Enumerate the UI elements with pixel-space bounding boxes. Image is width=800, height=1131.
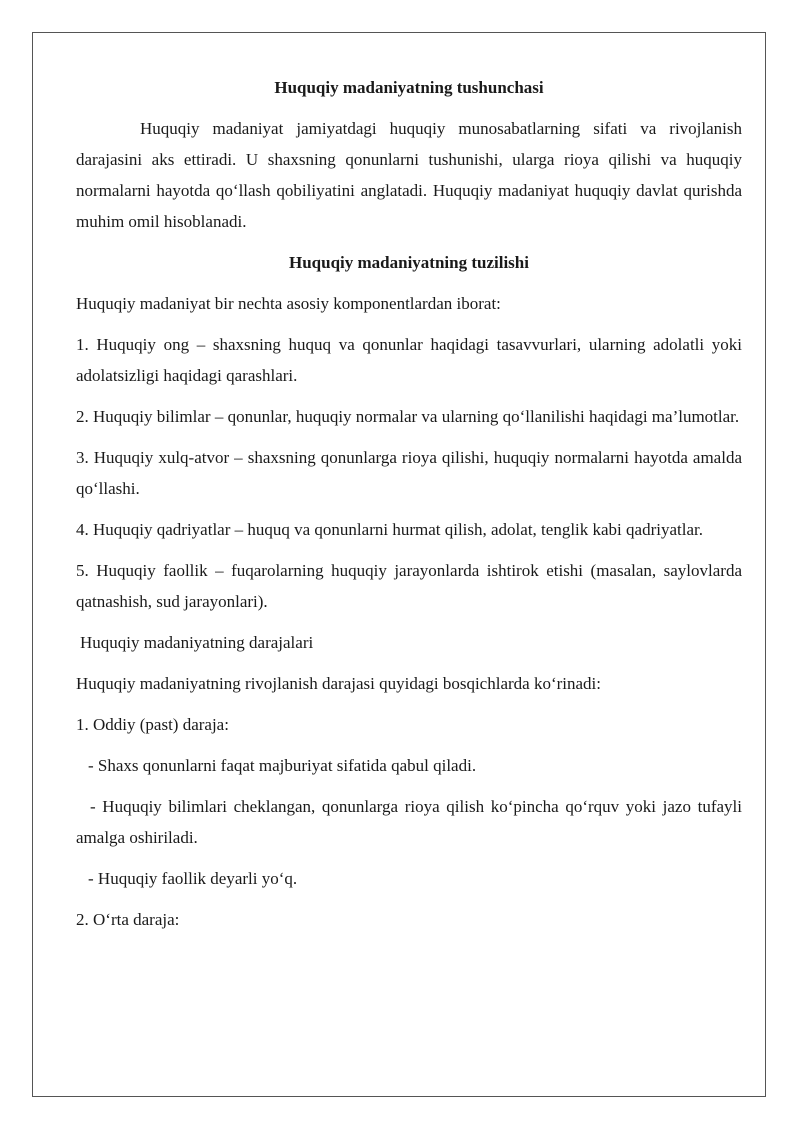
component-item-4: 4. Huquqiy qadriyatlar – huquq va qonunlarni hurmat qilish, adolat, tenglik kabi qadriyatlar. (76, 520, 703, 539)
level-1-item-2: - Huquqiy bilimlari cheklangan, qonunlarga rioya qilish ko‘pincha qo‘rquv yoki jazo tufayli amalga oshiriladi. (76, 797, 742, 847)
component-item-3: 3. Huquqiy xulq-atvor – shaxsning qonunlarga rioya qilishi, huquqiy normalarni hayotda amalda qo‘llashi. (76, 448, 742, 498)
level-1-title: 1. Oddiy (past) daraja: (76, 715, 229, 734)
document-title: Huquqiy madaniyatning tushunchasi (274, 78, 544, 97)
component-item-1: 1. Huquqiy ong – shaxsning huquq va qonunlar haqidagi tasavvurlari, ularning adolatli yoki adolatsizligi haqidagi qarashlari. (76, 335, 742, 385)
structure-intro: Huquqiy madaniyat bir nechta asosiy komponentlardan iborat: (76, 294, 501, 313)
document-body (76, 72, 742, 945)
intro-paragraph: Huquqiy madaniyat jamiyatdagi huquqiy munosabatlarning sifati va rivojlanish darajasini aks ettiradi. U shaxsning qonunlarni tushunishi, ularga rioya qilishi va huquqiy normalarni hayotda qo‘llash qobiliyatini anglatadi. Huquqiy madaniyat huquqiy davlat qurishda muhim omil hisoblanadi. (76, 119, 742, 231)
level-1-item-3: - Huquqiy faollik deyarli yo‘q. (88, 869, 298, 888)
level-2-title: 2. O‘rta daraja: (76, 910, 180, 929)
levels-intro: Huquqiy madaniyatning rivojlanish darajasi quyidagi bosqichlarda ko‘rinadi: (76, 674, 601, 693)
structure-heading: Huquqiy madaniyatning tuzilishi (289, 253, 529, 272)
component-item-2: 2. Huquqiy bilimlar – qonunlar, huquqiy normalar va ularning qo‘llanilishi haqidagi ma’lumotlar. (76, 407, 740, 426)
component-item-5: 5. Huquqiy faollik – fuqarolarning huquqiy jarayonlarda ishtirok etishi (masalan, saylovlarda qatnashish, sud jarayonlari). (76, 561, 742, 611)
levels-heading: Huquqiy madaniyatning darajalari (80, 633, 314, 652)
level-1-item-1: - Shaxs qonunlarni faqat majburiyat sifatida qabul qiladi. (88, 756, 477, 775)
